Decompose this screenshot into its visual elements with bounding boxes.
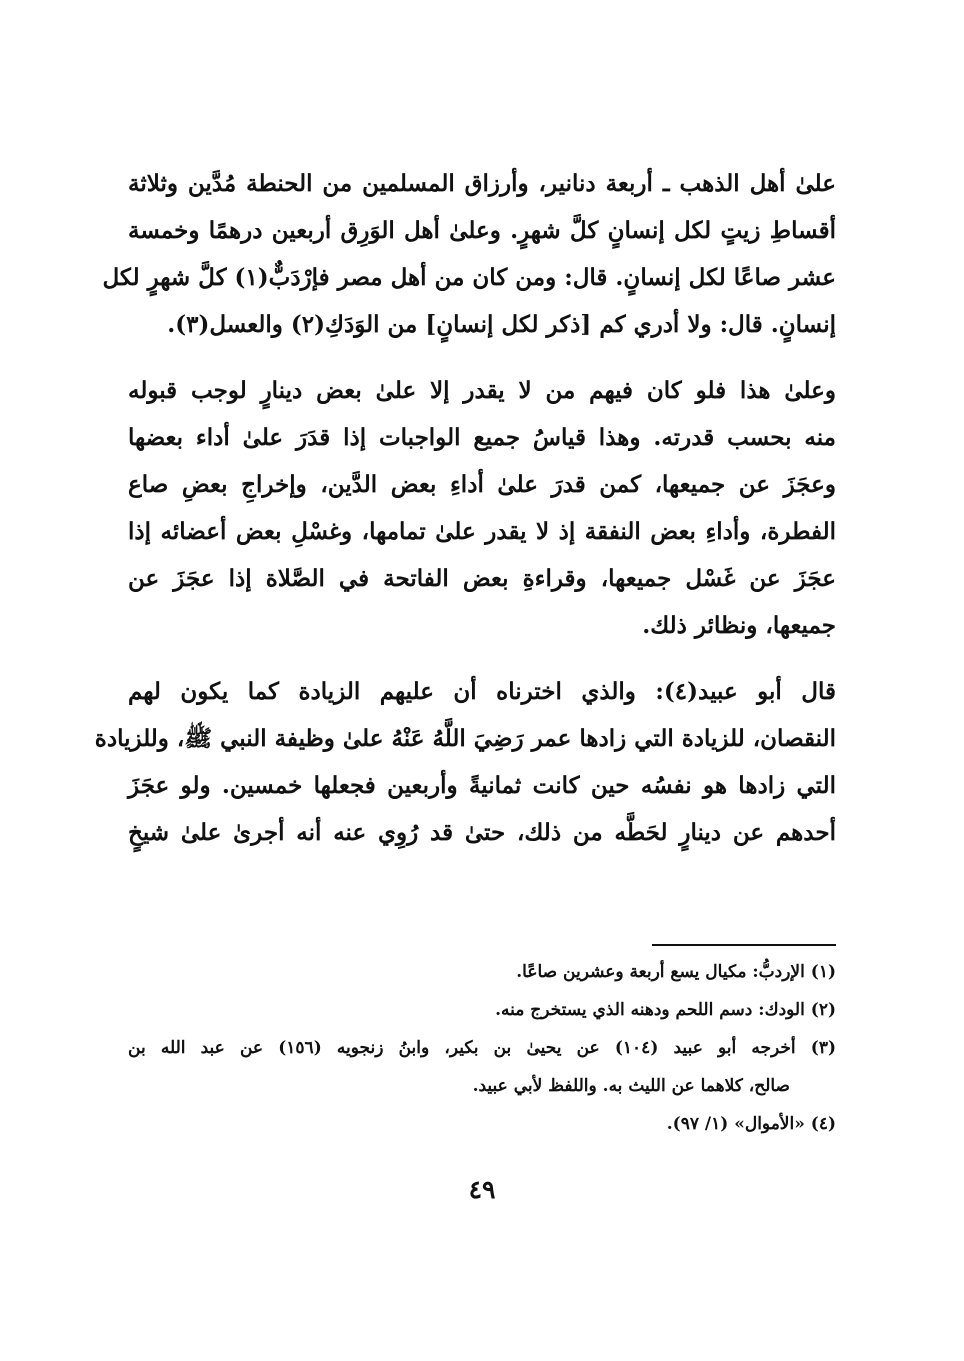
footnote-line: صالح، كلاهما عن الليث به. واللفظ لأبي عبيد. (472, 1076, 790, 1096)
paragraph-1 (102, 160, 836, 348)
footnote-3 (128, 1029, 836, 1105)
paragraph-3 (94, 668, 837, 856)
text-line: أقساطِ زيتٍ لكل إنسانٍ كلَّ شهرٍ. وعلىٰ أهل الوَرِق أربعين درهمًا وخمسة (128, 217, 836, 244)
text-line: الفطرة، وأداءِ بعض النفقة إذ لا يقدر علىٰ تمامها، وغسْلِ بعض أعضائه إذا (128, 518, 836, 545)
footnote-line: (٣) أخرجه أبو عبيد (١٠٤) عن يحيىٰ بن بكير، وابنُ زنجويه (١٥٦) عن عبد الله بن (128, 1038, 837, 1058)
text-line: وعجَزَ عن جميعها، كمن قدرَ علىٰ أداءِ بعض الدَّين، وإخراجِ بعضِ صاع (128, 471, 836, 498)
text-line: النقصان، للزيادة التي زادها عمر رَضِيَ اللَّهُ عَنْهُ علىٰ وظيفة النبي ﷺ، وللزيادة (94, 725, 836, 752)
footnote-2 (128, 991, 836, 1029)
footnote-line: (١) الإردبُّ: مكيال يسع أربعة وعشرين صاعًا. (516, 962, 836, 982)
text-line: علىٰ أهل الذهب ـ أربعة دنانير، وأرزاق المسلمين من الحنطة مُدَّين وثلاثة (128, 170, 836, 197)
footnote-1 (128, 953, 836, 991)
footnote-line: (٤) «الأموال» (١/ ٩٧). (666, 1114, 836, 1134)
footnote-4 (128, 1105, 836, 1143)
text-line: إنسانٍ. قال: ولا أدري كم [ذكر لكل إنسانٍ] من الوَدَكِ(٢) والعسل(٣). (167, 311, 836, 338)
text-line: قال أبو عبيد(٤): والذي اخترناه أن عليهم الزيادة كما يكون لهم (128, 678, 837, 705)
page-number: ٤٩ (468, 1175, 496, 1204)
text-line: عشر صاعًا لكل إنسانٍ. قال: ومن كان من أهل مصر فإرْدَبٌّ(١) كلَّ شهرٍ لكل (102, 264, 836, 291)
text-line: جميعها، ونظائر ذلك. (642, 612, 836, 639)
text-line: عجَزَ عن غَسْل جميعها، وقراءةِ بعض الفاتحة في الصَّلاة إذا عجَزَ عن (128, 565, 836, 592)
text-line: أحدهم عن دينارٍ لحَطَّه من ذلك، حتىٰ قد رُوِي عنه أنه أجرىٰ علىٰ شيخٍ (128, 819, 836, 846)
footnotes (128, 953, 836, 1143)
footnote-line: (٢) الودك: دسم اللحم ودهنه الذي يستخرج منه. (495, 1000, 836, 1020)
text-line: التي زادها هو نفسُه حين كانت ثمانيةً وأربعين فجعلها خمسين. ولو عجَزَ (128, 772, 836, 799)
text-line: وعلىٰ هذا فلو كان فيهم من لا يقدر إلا علىٰ بعض دينارٍ لوجب قبوله (128, 377, 836, 404)
text-line: منه بحسب قدرته. وهذا قياسُ جميع الواجبات إذا قدَرَ علىٰ أداء بعضها (128, 424, 836, 451)
paragraph-2 (128, 367, 836, 649)
main-text (94, 160, 837, 856)
footnote-separator (652, 944, 836, 946)
